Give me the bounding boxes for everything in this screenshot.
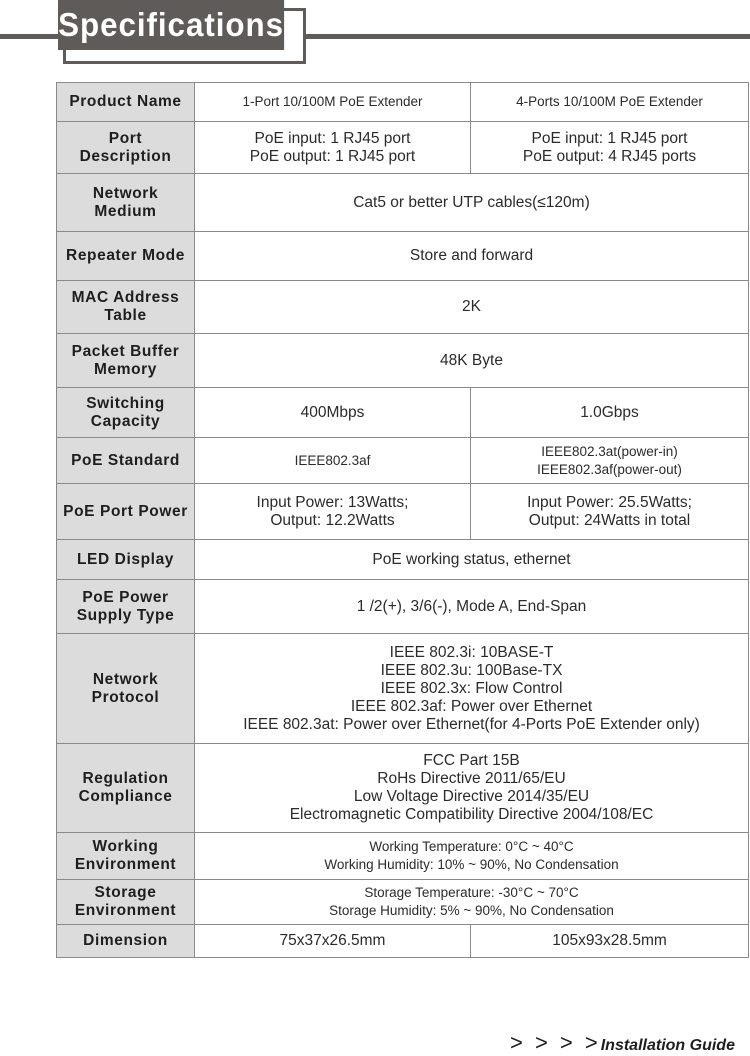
spec-row-poe-power-supply-type	[57, 580, 749, 634]
spec-value: 1 /2(+), 3/6(-), Mode A, End-Span	[195, 580, 749, 634]
spec-row-mac-address-table	[57, 281, 749, 334]
spec-row-dimension	[57, 925, 749, 958]
spec-label: Packet Buffer Memory	[57, 334, 195, 388]
spec-row-switching-capacity	[57, 388, 749, 438]
spec-value	[195, 833, 749, 880]
spec-row-product-name	[57, 83, 749, 122]
spec-row-packet-buffer-memory	[57, 334, 749, 388]
page-title: Specifications	[58, 0, 284, 50]
spec-value-col2: 105x93x28.5mm	[471, 925, 749, 958]
installation-guide-link[interactable]	[510, 1030, 735, 1056]
spec-label: Repeater Mode	[57, 232, 195, 281]
spec-value-col1: 400Mbps	[195, 388, 471, 438]
spec-table	[56, 82, 749, 958]
spec-value-col1: 75x37x26.5mm	[195, 925, 471, 958]
value-line: Storage Humidity: 5% ~ 90%, No Condensation	[329, 903, 614, 918]
spec-value-col1: IEEE802.3af	[195, 438, 471, 484]
spec-label: Storage Environment	[57, 880, 195, 925]
spec-label: PoE Standard	[57, 438, 195, 484]
value-line: PoE input: 1 RJ45 port	[254, 129, 411, 147]
spec-row-repeater-mode	[57, 232, 749, 281]
spec-label: PoE Port Power	[57, 484, 195, 540]
spec-value-col1	[195, 122, 471, 174]
spec-row-poe-standard	[57, 438, 749, 484]
value-line: FCC Part 15B	[423, 752, 520, 769]
spec-value	[195, 744, 749, 833]
installation-guide-label: Installation Guide	[600, 1037, 735, 1054]
spec-row-regulation-compliance	[57, 744, 749, 833]
spec-value	[195, 880, 749, 925]
spec-row-poe-port-power	[57, 484, 749, 540]
spec-value-col1: 1-Port 10/100M PoE Extender	[195, 83, 471, 122]
spec-value-col2	[471, 484, 749, 540]
value-line: IEEE802.3at(power-in)	[541, 443, 678, 459]
spec-label: Working Environment	[57, 833, 195, 880]
value-line: IEEE 802.3x: Flow Control	[380, 679, 563, 697]
arrows-icon: > > > >	[510, 1030, 601, 1055]
value-line: IEEE802.3af(power-out)	[537, 461, 682, 477]
value-line: PoE input: 1 RJ45 port	[531, 129, 688, 147]
spec-label: Switching Capacity	[57, 388, 195, 438]
value-line: PoE output: 1 RJ45 port	[249, 147, 416, 165]
spec-row-network-protocol	[57, 634, 749, 744]
spec-row-led-display	[57, 540, 749, 580]
spec-row-port-description	[57, 122, 749, 174]
value-line: Input Power: 13Watts;	[256, 493, 409, 511]
spec-label: Dimension	[57, 925, 195, 958]
spec-value-col2: 1.0Gbps	[471, 388, 749, 438]
spec-row-storage-environment	[57, 880, 749, 925]
spec-value	[195, 634, 749, 744]
value-line: Electromagnetic Compatibility Directive 2004/108/EC	[289, 806, 654, 823]
spec-value: Cat5 or better UTP cables(≤120m)	[195, 174, 749, 232]
spec-row-working-environment	[57, 833, 749, 880]
value-line: Input Power: 25.5Watts;	[527, 493, 692, 511]
spec-value-col2	[471, 122, 749, 174]
spec-value-col2	[471, 438, 749, 484]
value-line: Low Voltage Directive 2014/35/EU	[353, 788, 590, 805]
spec-label: Product Name	[57, 83, 195, 122]
value-line: Storage Temperature: -30°C ~ 70°C	[364, 885, 579, 900]
spec-value: PoE working status, ethernet	[195, 540, 749, 580]
value-line: Output: 24Watts in total	[528, 511, 691, 529]
spec-label: PoE Power Supply Type	[57, 580, 195, 634]
value-line: Working Humidity: 10% ~ 90%, No Condensation	[324, 857, 619, 872]
spec-row-network-medium	[57, 174, 749, 232]
header-rule-left	[0, 34, 60, 39]
spec-value: 2K	[195, 281, 749, 334]
spec-value: Store and forward	[195, 232, 749, 281]
header-rule-right	[300, 34, 750, 39]
spec-value-col1	[195, 484, 471, 540]
spec-label: Port Description	[57, 122, 195, 174]
value-line: RoHs Directive 2011/65/EU	[377, 770, 566, 787]
value-line: IEEE 802.3af: Power over Ethernet	[350, 697, 593, 715]
value-line: IEEE 802.3u: 100Base-TX	[380, 661, 563, 679]
spec-label: MAC Address Table	[57, 281, 195, 334]
value-line: Working Temperature: 0°C ~ 40°C	[369, 839, 574, 854]
spec-label: Network Medium	[57, 174, 195, 232]
value-line: PoE output: 4 RJ45 ports	[522, 147, 697, 165]
value-line: IEEE 802.3i: 10BASE-T	[389, 643, 554, 661]
spec-label: Regulation Compliance	[57, 744, 195, 833]
value-line: Output: 12.2Watts	[270, 511, 395, 529]
spec-value-col2: 4-Ports 10/100M PoE Extender	[471, 83, 749, 122]
spec-label: Network Protocol	[57, 634, 195, 744]
value-line: IEEE 802.3at: Power over Ethernet(for 4-Ports PoE Extender only)	[243, 715, 700, 733]
spec-label: LED Display	[57, 540, 195, 580]
spec-value: 48K Byte	[195, 334, 749, 388]
